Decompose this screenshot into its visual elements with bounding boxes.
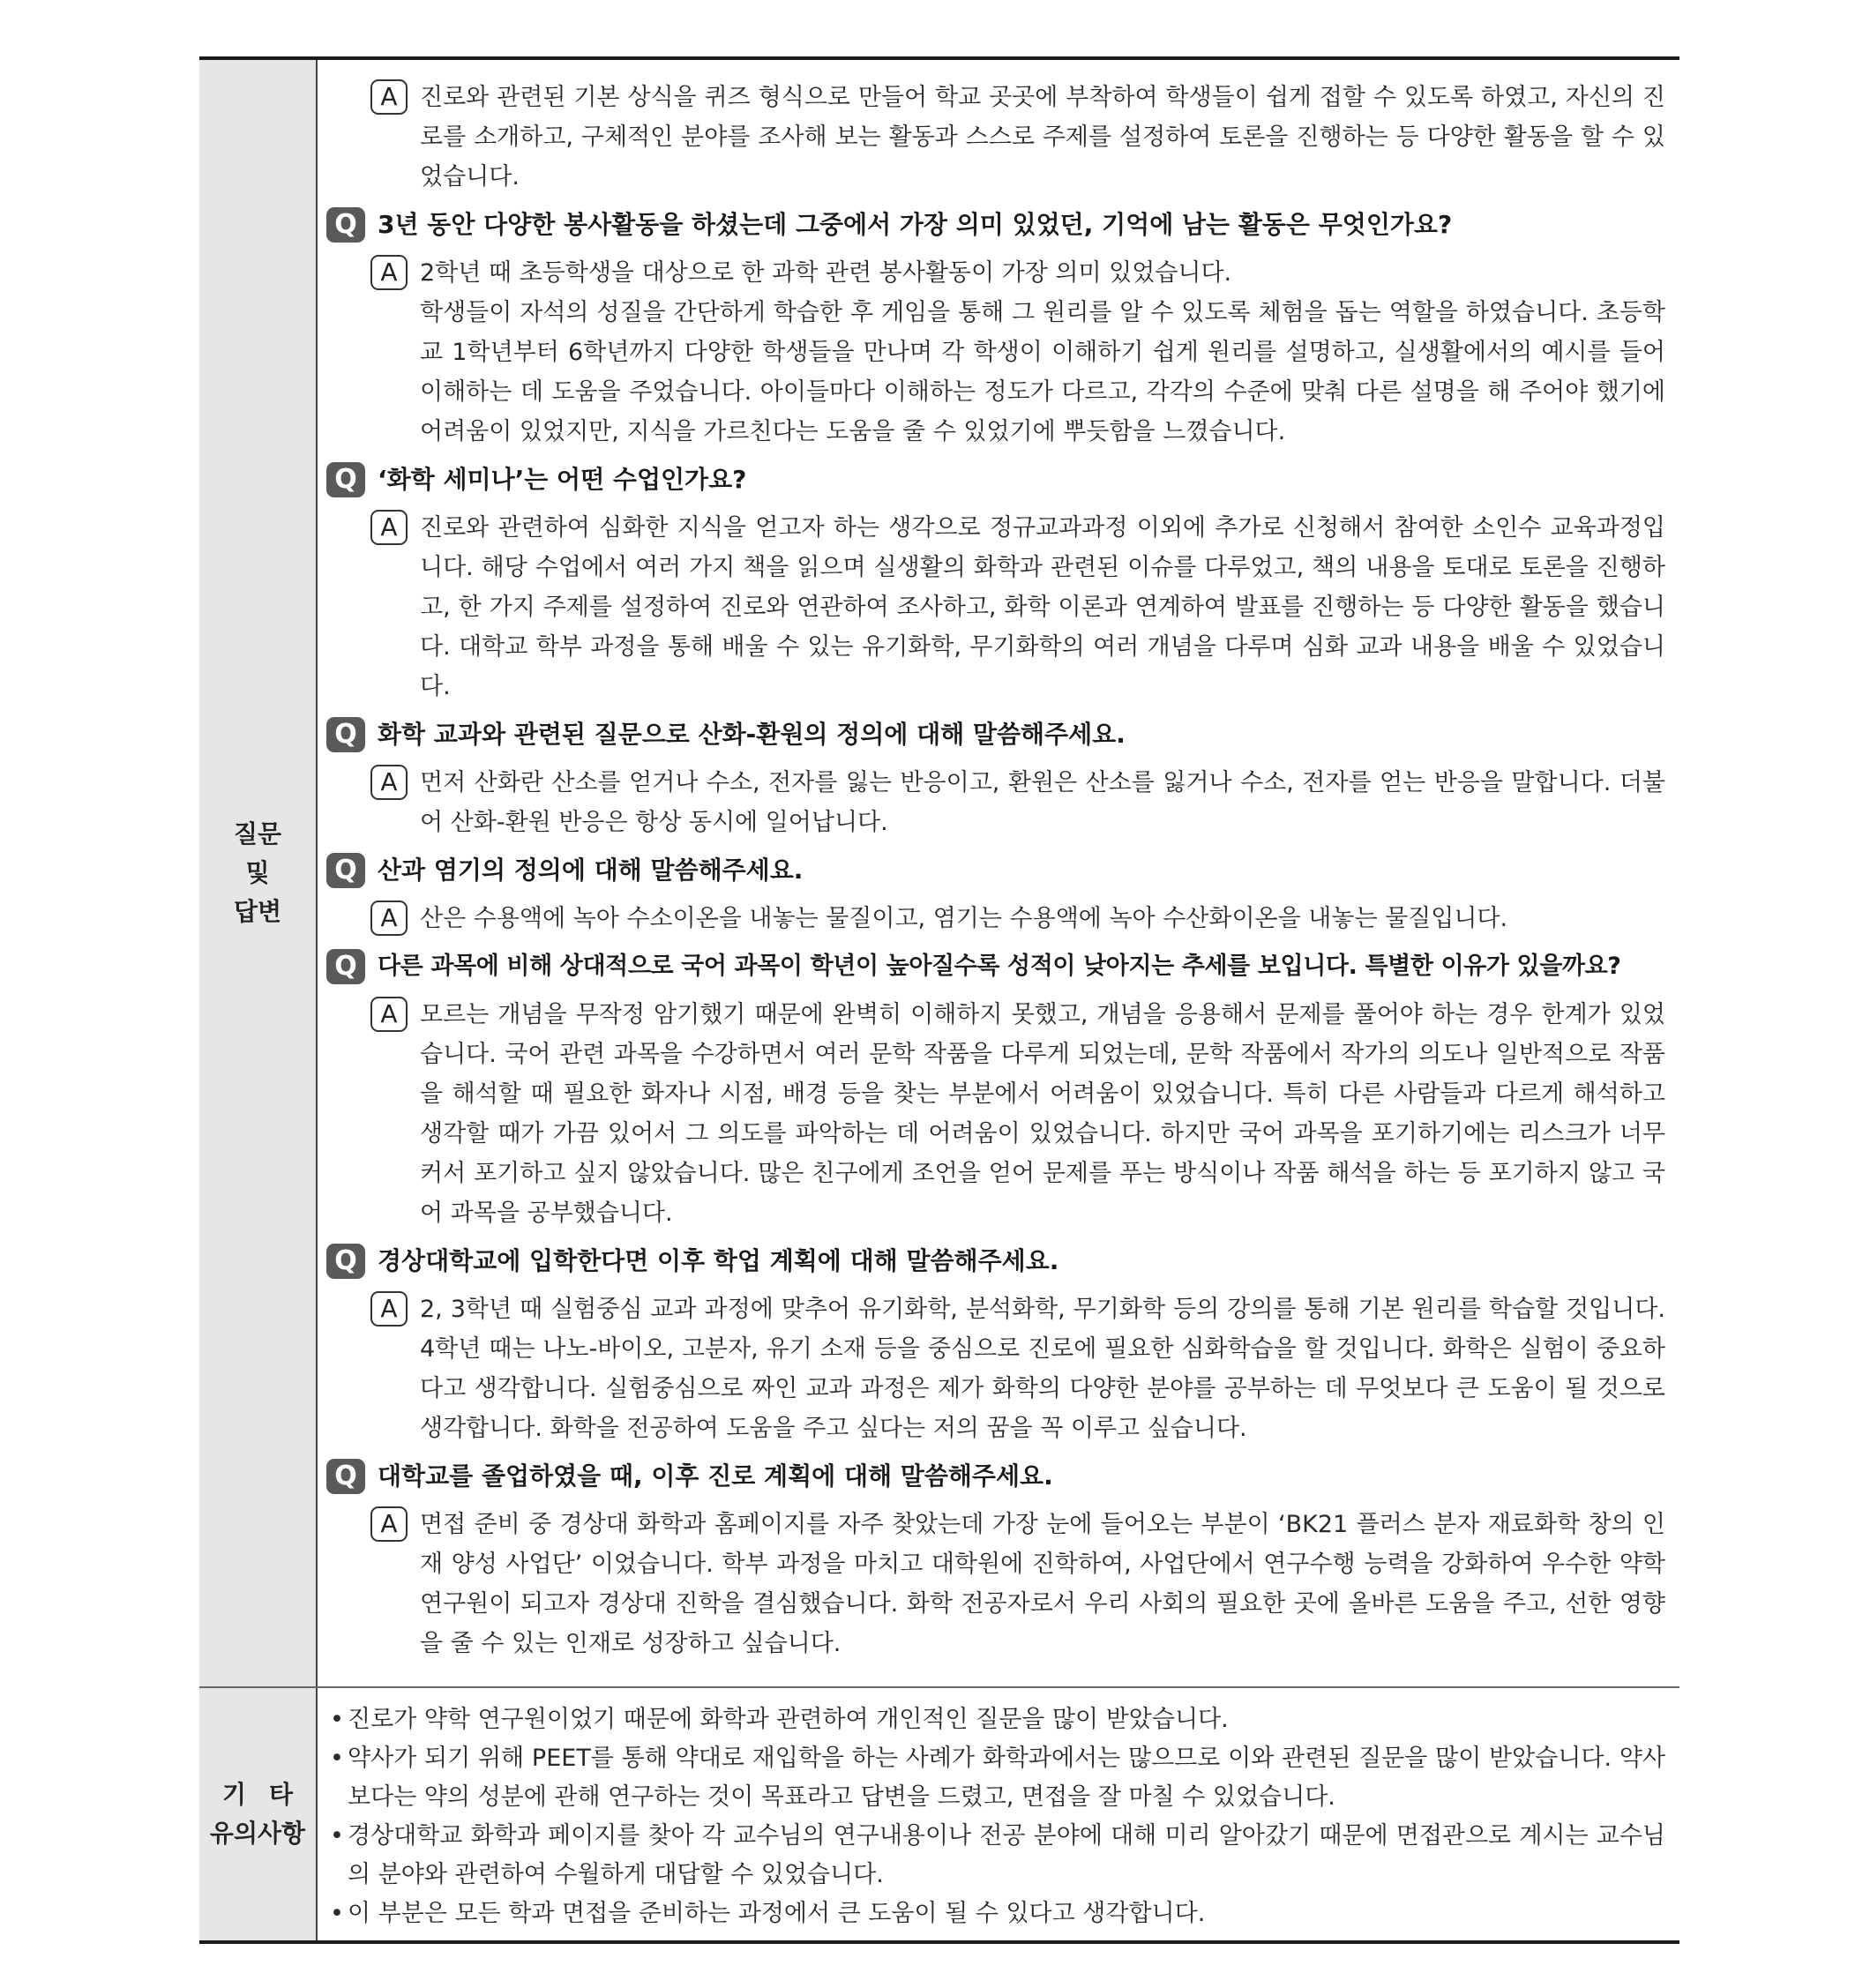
answer-badge: A [370, 901, 408, 936]
qa-label-line: 및 [245, 858, 270, 887]
answer-text [420, 1289, 1665, 1448]
question-badge: Q [326, 1244, 365, 1279]
question-badge: Q [326, 853, 365, 888]
note-item [330, 1817, 1665, 1895]
answer-paragraph: 2학년 때 초등학생을 대상으로 한 과학 관련 봉사활동이 가장 의미 있었습니다. [420, 259, 1232, 287]
answer-text [420, 78, 1665, 197]
question-text: 경상대학교에 입학한다면 이후 학업 계획에 대해 말씀해주세요. [378, 1246, 1059, 1275]
answer-badge: A [370, 255, 408, 290]
question-text: 화학 교과와 관련된 질문으로 산화-환원의 정의에 대해 말씀해주세요. [378, 720, 1126, 749]
answer-text [420, 763, 1665, 842]
answer-badge: A [370, 79, 408, 115]
question-text: ‘화학 세미나’는 어떤 수업인가요? [378, 465, 747, 494]
qa-row [199, 60, 1679, 1686]
answer-paragraph: 학생들이 자석의 성질을 간단하게 학습한 후 게임을 통해 그 원리를 알 수 있도록 체험을 돕는 역할을 하였습니다. 초등학교 1학년부터 6학년까지 다양한 학생들을 만나며 각 학생이 이해하기 쉽게 원리를 설명하고, 실생활에서의 예시를 들어 이해하는 데 도움을 주었습니다. 아이들마다 이해하는 정도가 다르고, 각각의 수준에 맞춰 다른 설명을 해 주어야 했기에 어려움이 있었지만, 지식을 가르친다는 도움을 줄 수 있었기에 뿌듯함을 느꼈습니다. [420, 299, 1665, 445]
answer-block [326, 253, 1665, 452]
question-badge: Q [326, 207, 365, 243]
etc-row [199, 1686, 1679, 1940]
etc-label-line: 유의사항 [209, 1819, 306, 1848]
question-block [326, 947, 1665, 986]
answer-block [326, 1289, 1665, 1448]
answer-text [420, 899, 1665, 938]
answer-block [326, 763, 1665, 842]
etc-label-line: 기타 [221, 1780, 317, 1809]
bullet-icon: • [330, 1900, 344, 1927]
question-block [326, 715, 1665, 754]
qa-label-line: 답변 [233, 897, 282, 926]
etc-section-label [199, 1688, 318, 1940]
qa-content [318, 60, 1679, 1686]
interview-record-table [199, 56, 1679, 1944]
answer-badge: A [370, 510, 408, 545]
answer-block [326, 1505, 1665, 1663]
bullet-icon: • [330, 1745, 344, 1772]
note-text: 진로가 약학 연구원이었기 때문에 화학과 관련하여 개인적인 질문을 많이 받았습니다. [348, 1706, 1229, 1733]
etc-content [318, 1688, 1679, 1940]
question-text: 대학교를 졸업하였을 때, 이후 진로 계획에 대해 말씀해주세요. [378, 1461, 1053, 1491]
question-block [326, 851, 1665, 890]
answer-block [326, 508, 1665, 706]
answer-paragraph: 면접 준비 중 경상대 화학과 홈페이지를 자주 찾았는데 가장 눈에 들어오는 부분이 ‘BK21 플러스 분자 재료화학 창의 인재 양성 사업단’ 이었습니다. 학부 과정을 마치고 대학원에 진학하여, 사업단에서 연구수행 능력을 강화하여 우수한 약학 연구원이 되고자 경상대 진학을 결심했습니다. 화학 전공자로서 우리 사회의 필요한 곳에 올바른 도움을 주고, 선한 영향을 줄 수 있는 인재로 성장하고 싶습니다. [420, 1511, 1665, 1657]
answer-paragraph: 진로와 관련된 기본 상식을 퀴즈 형식으로 만들어 학교 곳곳에 부착하여 학생들이 쉽게 접할 수 있도록 하였고, 자신의 진로를 소개하고, 구체적인 분야를 조사해 보는 활동과 스스로 주제를 설정하여 토론을 진행하는 등 다양한 활동을 할 수 있었습니다. [420, 84, 1665, 191]
answer-text [420, 1505, 1665, 1663]
answer-paragraph: 모르는 개념을 무작정 암기했기 때문에 완벽히 이해하지 못했고, 개념을 응용해서 문제를 풀어야 하는 경우 한계가 있었습니다. 국어 관련 과목을 수강하면서 여러 문학 작품을 다루게 되었는데, 문학 작품에서 작가의 의도나 일반적으로 작품을 해석할 때 필요한 화자나 시점, 배경 등을 찾는 부분에서 어려움이 있었습니다. 특히 다른 사람들과 다르게 해석하고 생각할 때가 가끔 있어서 그 의도를 파악하는 데 어려움이 있었습니다. 하지만 국어 과목을 포기하기에는 리스크가 너무 커서 포기하고 싶지 않았습니다. 많은 친구에게 조언을 얻어 문제를 푸는 방식이나 작품 해석을 하는 등 포기하지 않고 국어 과목을 공부했습니다. [420, 1001, 1665, 1227]
question-text: 다른 과목에 비해 상대적으로 국어 과목이 학년이 높아질수록 성적이 낮아지는 추세를 보입니다. 특별한 이유가 있을까요? [378, 953, 1621, 980]
answer-block [326, 899, 1665, 938]
note-text: 경상대학교 화학과 페이지를 찾아 각 교수님의 연구내용이나 전공 분야에 대해 미리 알아갔기 때문에 면접관으로 계시는 교수님의 분야와 관련하여 수월하게 대답할 수 있었습니다. [348, 1822, 1665, 1888]
answer-text [420, 508, 1665, 706]
question-block [326, 1457, 1665, 1496]
answer-paragraph: 진로와 관련하여 심화한 지식을 얻고자 하는 생각으로 정규교과과정 이외에 추가로 신청해서 참여한 소인수 교육과정입니다. 해당 수업에서 여러 가지 책을 읽으며 실생활의 화학과 관련된 이슈를 다루었고, 책의 내용을 토대로 토론을 진행하고, 한 가지 주제를 설정하여 진로와 연관하여 조사하고, 화학 이론과 연계하여 발표를 진행하는 등 다양한 활동을 했습니다. 대학교 학부 과정을 통해 배울 수 있는 유기화학, 무기화학의 여러 개념을 다루며 심화 교과 내용을 배울 수 있었습니다. [420, 514, 1665, 700]
answer-block [326, 78, 1665, 197]
question-block [326, 1242, 1665, 1281]
answer-paragraph: 2, 3학년 때 실험중심 교과 과정에 맞추어 유기화학, 분석화학, 무기화학 등의 강의를 통해 기본 원리를 학습할 것입니다. 4학년 때는 나노-바이오, 고분자, 유기 소재 등을 중심으로 진로에 필요한 심화학습을 할 것입니다. 화학은 실험이 중요하다고 생각합니다. 실험중심으로 짜인 교과 과정은 제가 화학의 다양한 분야를 공부하는 데 무엇보다 큰 도움이 될 것으로 생각합니다. 화학을 전공하여 도움을 주고 싶다는 저의 꿈을 꼭 이루고 싶습니다. [420, 1296, 1665, 1442]
answer-paragraph: 산은 수용액에 녹아 수소이온을 내놓는 물질이고, 염기는 수용액에 녹아 수산화이온을 내놓는 물질입니다. [420, 905, 1508, 932]
question-text: 3년 동안 다양한 봉사활동을 하셨는데 그중에서 가장 의미 있었던, 기억에 남는 활동은 무엇인가요? [378, 210, 1453, 239]
qa-section-label [199, 60, 318, 1686]
question-badge: Q [326, 462, 365, 497]
question-block [326, 206, 1665, 244]
question-badge: Q [326, 717, 365, 752]
note-item [330, 1700, 1665, 1739]
bullet-icon: • [330, 1706, 344, 1733]
answer-text [420, 253, 1665, 452]
answer-badge: A [370, 1506, 408, 1542]
note-text: 이 부분은 모든 학과 면접을 준비하는 과정에서 큰 도움이 될 수 있다고 생각합니다. [348, 1900, 1206, 1927]
bullet-icon: • [330, 1822, 344, 1850]
question-block [326, 460, 1665, 499]
note-text: 약사가 되기 위해 PEET를 통해 약대로 재입학을 하는 사례가 화학과에서는 많으므로 이와 관련된 질문을 많이 받았습니다. 약사보다는 약의 성분에 관해 연구하는 것이 목표라고 답변을 드렸고, 면접을 잘 마칠 수 있었습니다. [348, 1745, 1665, 1811]
answer-badge: A [370, 765, 408, 800]
question-badge: Q [326, 949, 365, 984]
answer-badge: A [370, 1291, 408, 1327]
answer-badge: A [370, 997, 408, 1032]
answer-paragraph: 먼저 산화란 산소를 얻거나 수소, 전자를 잃는 반응이고, 환원은 산소를 잃거나 수소, 전자를 얻는 반응을 말합니다. 더불어 산화-환원 반응은 항상 동시에 일어납니다. [420, 769, 1665, 836]
answer-text [420, 995, 1665, 1233]
note-item [330, 1895, 1665, 1933]
answer-block [326, 995, 1665, 1233]
note-item [330, 1739, 1665, 1817]
qa-label-line: 질문 [233, 819, 282, 848]
question-badge: Q [326, 1459, 365, 1494]
question-text: 산과 염기의 정의에 대해 말씀해주세요. [378, 856, 804, 885]
